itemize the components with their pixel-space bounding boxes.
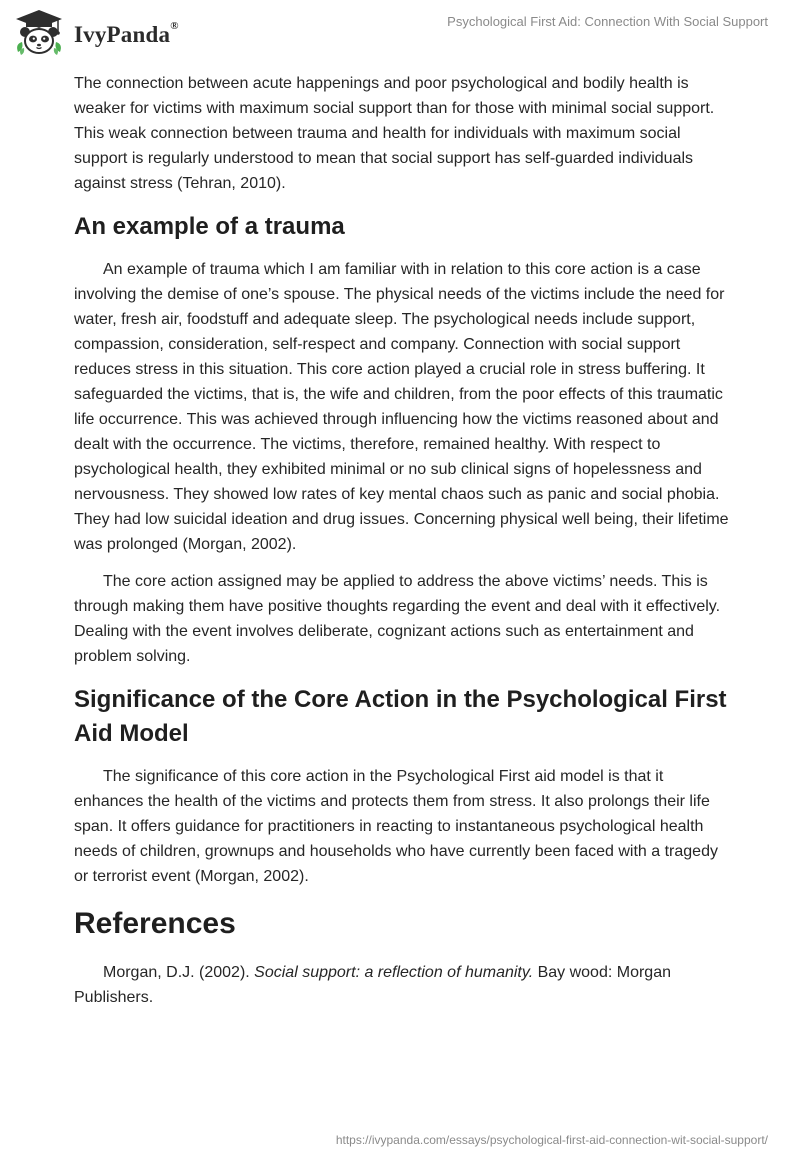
page-header — [0, 0, 800, 70]
example-paragraph-1: An example of trauma which I am familiar with in relation to this core action is a case involving the demise of one’s spouse. The physical needs of the victims include the need for water, fresh air, foodstuff and adequate sleep. The psychological needs include support, compassion, consideration, self-respect and company. Connection with social support reduces stress in this situation. This core action played a crucial role in stress buffering. It safeguarded the victims, that is, the wife and children, from the poor effects of this traumatic life occurrence. This was achieved through influencing how the victims reasoned about and dealt with the occurrence. The victims, therefore, remained healthy. With respect to psychological health, they exhibited minimal or no sub clinical signs of hopelessness and nervousness. They showed low rates of key mental chaos such as panic and social phobia. They had low suicidal ideation and drug issues. Concerning physical well being, their lifetime was prolonged (Morgan, 2002). — [74, 261, 729, 553]
section-heading-significance: Significance of the Core Action in the Psychological First Aid Model — [74, 686, 727, 747]
references-heading: References — [74, 907, 236, 940]
section-heading-example: An example of a trauma — [74, 213, 345, 240]
registered-mark: ® — [170, 20, 179, 33]
intro-paragraph: The connection between acute happenings and poor psychological and bodily health is weaker for victims with maximum social support than for those with minimal social support. This weak connection between trauma and health for individuals with maximum social support is regularly understood to mean that social support has self-guarded individuals against stress (Tehran, 2010). — [74, 75, 715, 192]
reference-title: Social support: a reflection of humanity. — [254, 964, 534, 981]
source-url[interactable]: https://ivypanda.com/essays/psychological-first-aid-connection-wit-social-support/ — [335, 1133, 768, 1147]
panda-graduate-icon — [12, 8, 66, 58]
ivypanda-logo[interactable] — [12, 8, 179, 58]
running-title: Psychological First Aid: Connection With Social Support — [447, 14, 768, 29]
significance-paragraph: The significance of this core action in the Psychological First aid model is that it enhances the health of the victims and protects them from stress. It also prolongs their life span. It offers guidance for practitioners in reacting to instantaneous psychological health needs of children, grownups and households who have currently been faced with a tragedy or terrorist event (Morgan, 2002). — [74, 768, 718, 885]
reference-publisher: Bay wood: Morgan Publishers. — [74, 964, 671, 1006]
brand-name: IvyPanda® — [74, 20, 179, 47]
essay-content — [74, 71, 734, 1022]
reference-authors-year: Morgan, D.J. (2002). — [103, 964, 255, 981]
reference-entry — [74, 960, 734, 1010]
example-paragraph-2: The core action assigned may be applied to address the above victims’ needs. This is through making them have positive thoughts regarding the event and deal with it effectively. Dealing with the event involves deliberate, cognizant actions such as entertainment and problem solving. — [74, 573, 721, 665]
